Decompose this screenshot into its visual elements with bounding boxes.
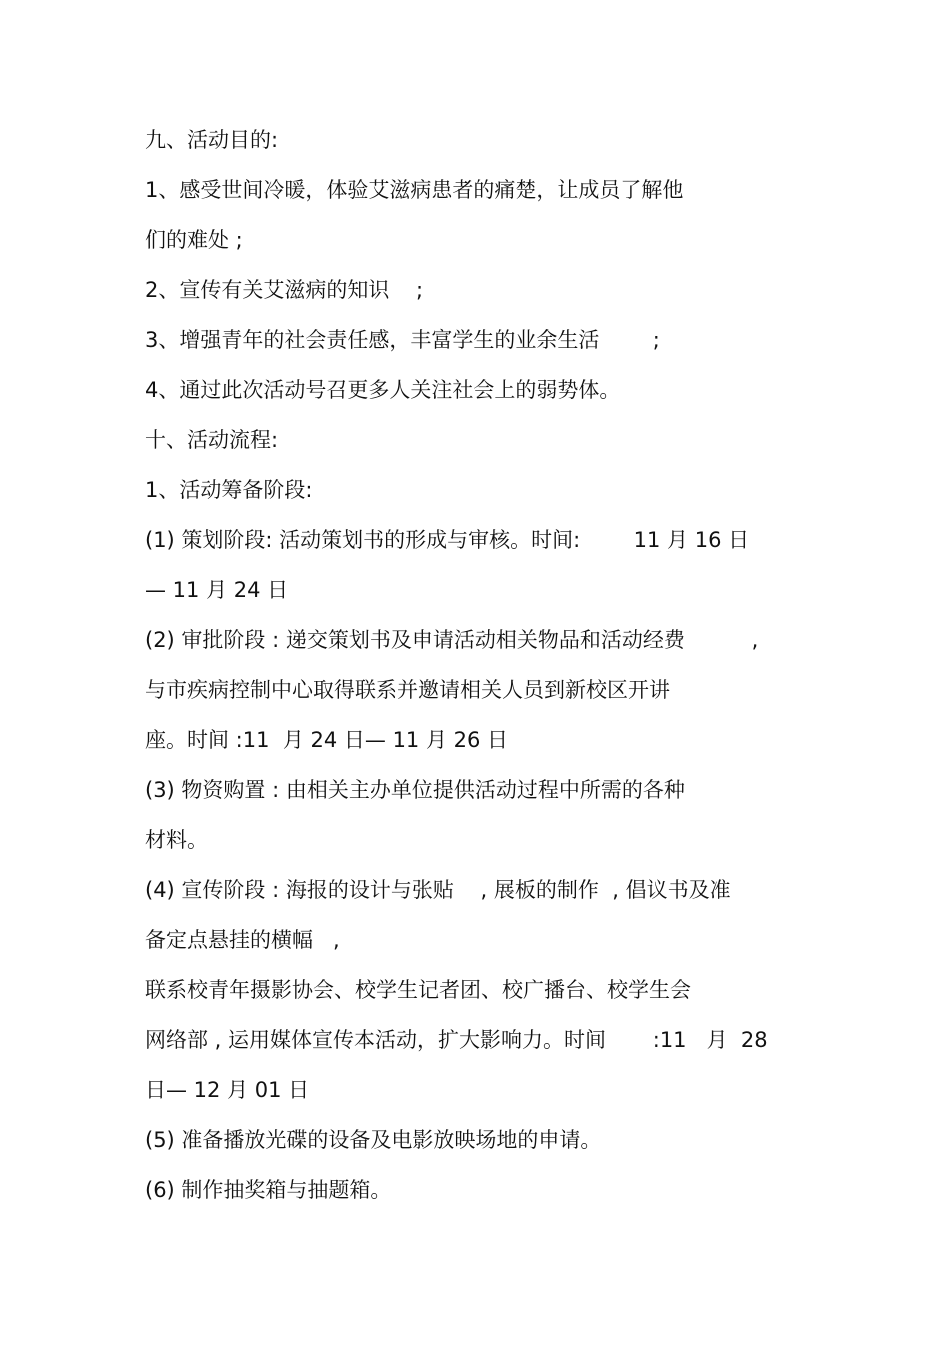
paragraph-line: (5) 准备播放光碟的设备及电影放映场地的申请。 xyxy=(145,1128,602,1152)
paragraph-line: 2、宣传有关艾滋病的知识 ; xyxy=(145,278,424,302)
subheading-preparation: 1、活动筹备阶段: xyxy=(145,478,313,502)
paragraph-line: 3、增强青年的社会责任感，丰富学生的业余生活 ; xyxy=(145,328,660,352)
paragraph-line: — 11 月 24 日 xyxy=(145,578,289,602)
paragraph-line: (6) 制作抽奖箱与抽题箱。 xyxy=(145,1178,392,1202)
paragraph-line: 材料。 xyxy=(145,828,208,852)
paragraph-line: 们的难处 ; xyxy=(145,228,243,252)
paragraph-line: 备定点悬挂的横幅 , xyxy=(145,928,340,952)
paragraph-line: 座。时间 :11 月 24 日— 11 月 26 日 xyxy=(145,728,509,752)
paragraph-line: 与市疾病控制中心取得联系并邀请相关人员到新校区开讲 xyxy=(145,678,670,702)
paragraph-line: 1、感受世间冷暖，体验艾滋病患者的痛楚，让成员了解他 xyxy=(145,178,684,202)
paragraph-line: (1) 策划阶段: 活动策划书的形成与审核。时间: 11 月 16 日 xyxy=(145,528,750,552)
paragraph-line: 日— 12 月 01 日 xyxy=(145,1078,310,1102)
section-heading-objectives: 九、活动目的: xyxy=(145,128,279,152)
paragraph-line: 网络部 , 运用媒体宣传本活动，扩大影响力。时间 :11 月 28 xyxy=(145,1028,768,1052)
paragraph-line: (4) 宣传阶段 : 海报的设计与张贴 , 展板的制作 , 倡议书及准 xyxy=(145,878,731,902)
paragraph-line: (2) 审批阶段 : 递交策划书及申请活动相关物品和活动经费 , xyxy=(145,628,759,652)
paragraph-line: 4、通过此次活动号召更多人关注社会上的弱势体。 xyxy=(145,378,621,402)
section-heading-process: 十、活动流程: xyxy=(145,428,279,452)
paragraph-line: 联系校青年摄影协会、校学生记者团、校广播台、校学生会 xyxy=(145,978,691,1002)
paragraph-line: (3) 物资购置 : 由相关主办单位提供活动过程中所需的各种 xyxy=(145,778,685,802)
